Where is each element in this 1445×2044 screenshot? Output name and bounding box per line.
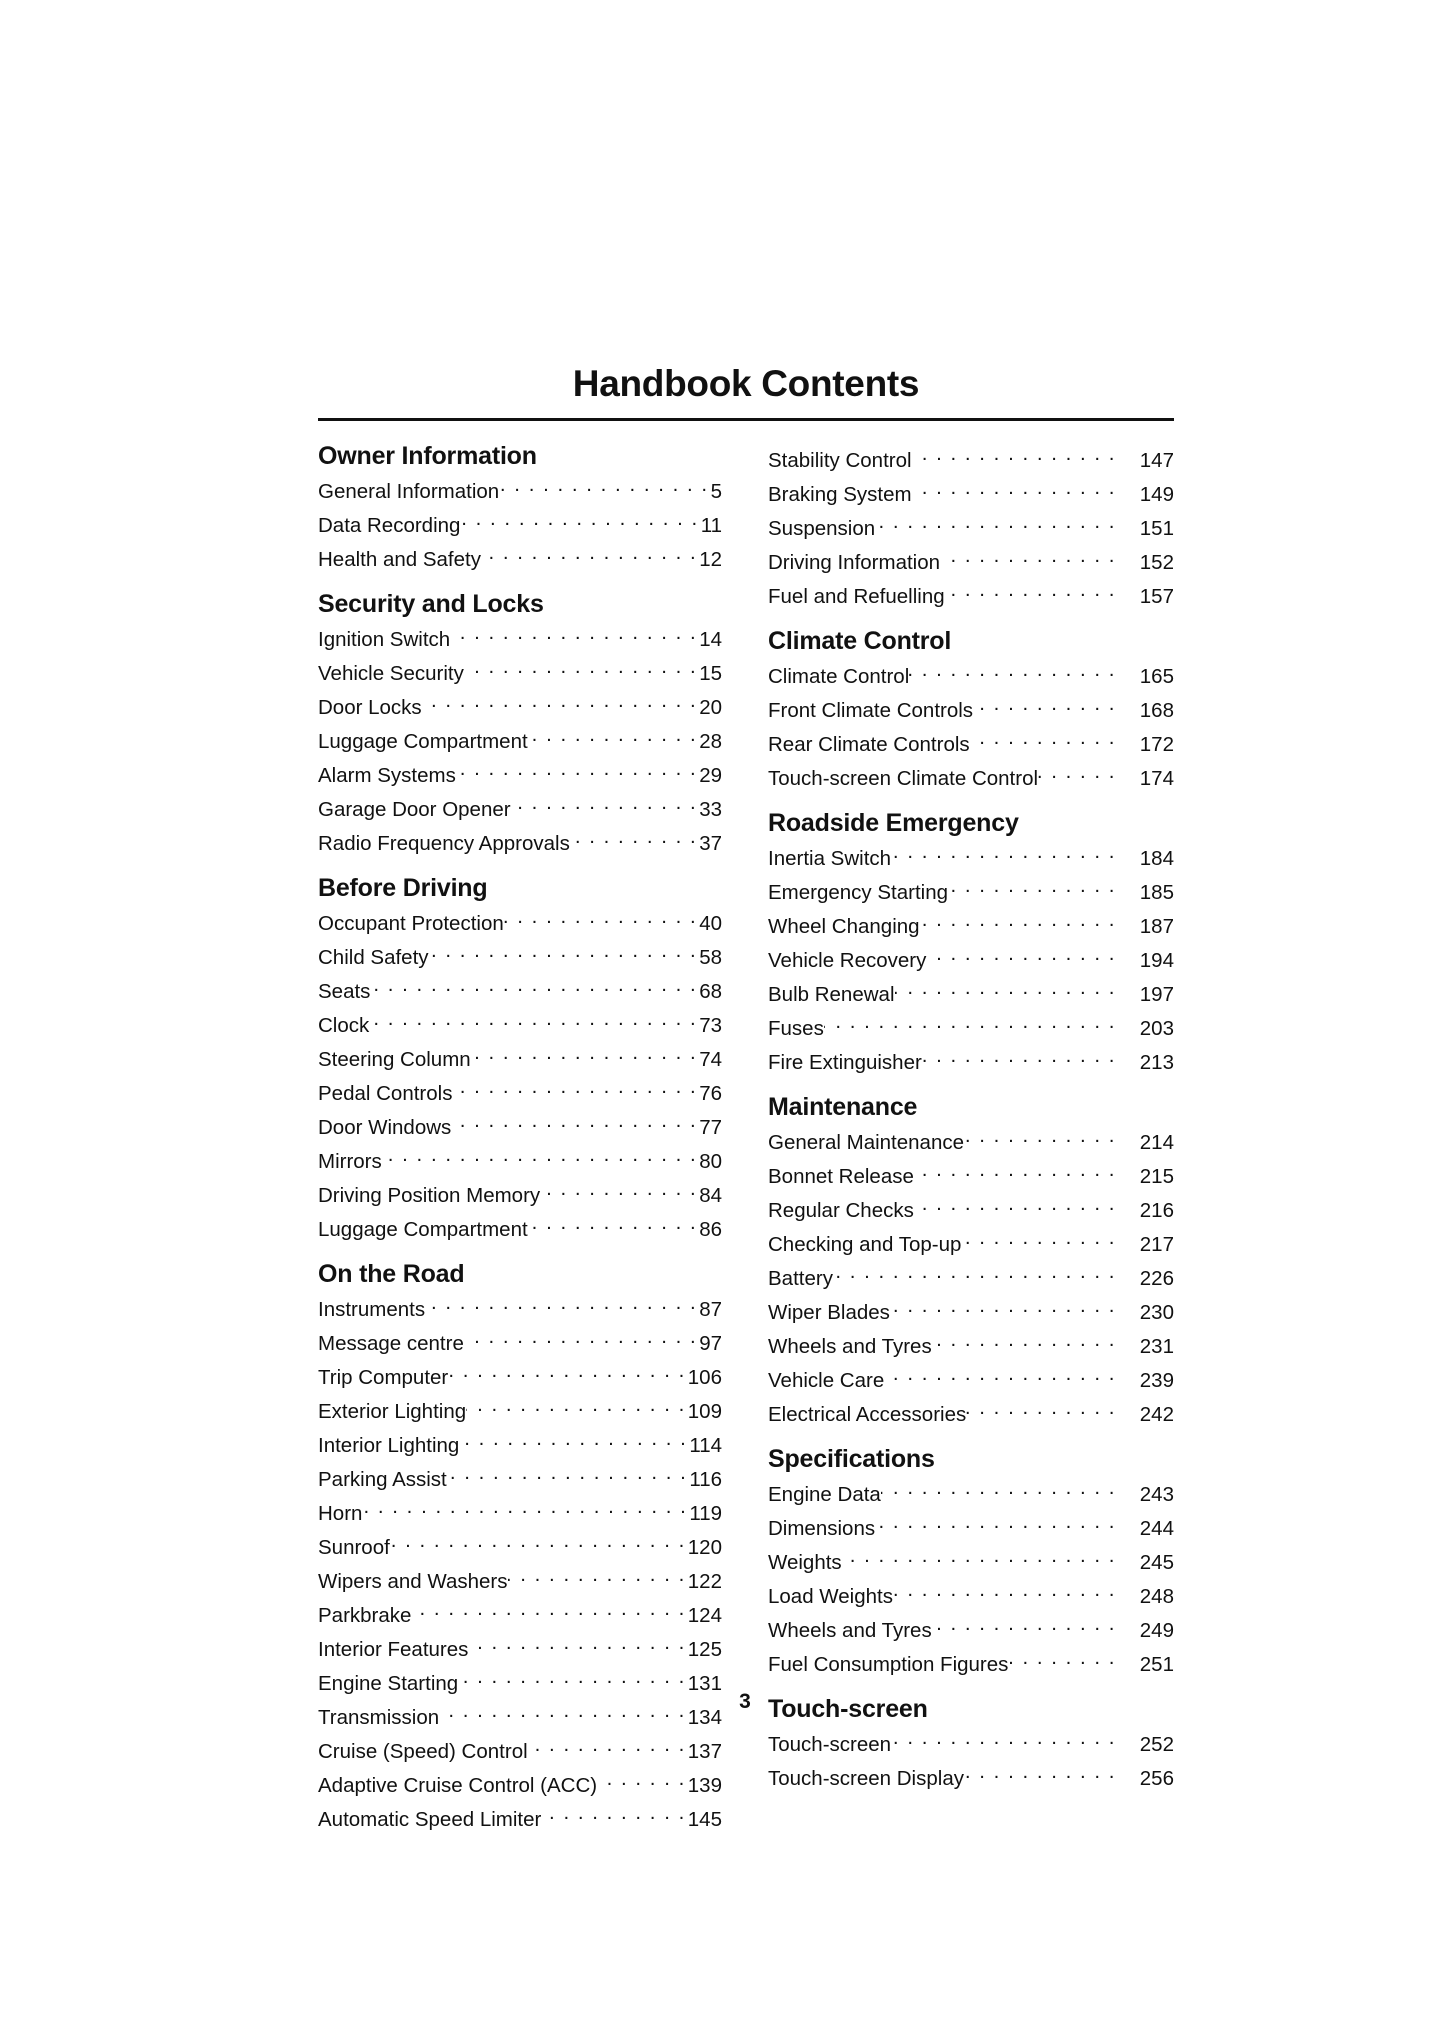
dot-leader [369, 1005, 697, 1032]
toc-entry-page: 213 [1139, 1051, 1174, 1074]
toc-entry-page: 14 [699, 628, 722, 651]
toc-entry-page: 125 [687, 1638, 722, 1661]
toc-entry-page: 157 [1139, 585, 1174, 608]
dot-leader [891, 1724, 1116, 1751]
dot-leader [914, 1156, 1116, 1183]
toc-entry-label: Bulb Renewal [768, 983, 895, 1006]
toc-entry-label: Wiper Blades [768, 1301, 890, 1324]
toc-entry-page: 20 [699, 696, 722, 719]
dot-leader [460, 505, 698, 532]
toc-entry-page: 33 [699, 798, 722, 821]
toc-entry-page: 119 [689, 1502, 722, 1525]
toc-entry-page: 134 [687, 1706, 722, 1729]
toc-entry[interactable] [318, 1459, 722, 1493]
dot-leader [961, 1224, 1116, 1251]
dot-leader [466, 1391, 686, 1418]
toc-entry-page: 109 [687, 1400, 722, 1423]
toc-entry-page: 216 [1139, 1199, 1174, 1222]
toc-entry-page: 87 [699, 1298, 722, 1321]
toc-entry-page: 239 [1139, 1369, 1174, 1392]
toc-entry-label: Checking and Top-up [768, 1233, 962, 1256]
toc-entry[interactable] [318, 653, 722, 687]
toc-entry-label: Vehicle Recovery [768, 949, 927, 972]
toc-entry[interactable] [768, 1542, 1174, 1576]
toc-entry-page: 251 [1139, 1653, 1174, 1676]
toc-entry-page: 76 [699, 1082, 722, 1105]
toc-entry-page: 116 [689, 1468, 722, 1491]
toc-entry[interactable] [768, 656, 1174, 690]
toc-entry[interactable] [318, 539, 722, 573]
toc-entry-label: Transmission [318, 1706, 440, 1729]
toc-entry-page: 84 [699, 1184, 722, 1207]
toc-entry[interactable] [318, 1141, 722, 1175]
toc-entry-label: Bonnet Release [768, 1165, 914, 1188]
dot-leader [448, 1357, 686, 1384]
toc-entry[interactable] [318, 471, 722, 505]
toc-entry[interactable] [768, 1758, 1174, 1792]
toc-entry-label: Electrical Accessories [768, 1403, 967, 1426]
toc-entry-page: 68 [699, 980, 722, 1003]
dot-leader [471, 1039, 697, 1066]
toc-entry-label: Fuel Consumption Figures [768, 1653, 1009, 1676]
dot-leader [425, 1289, 697, 1316]
dot-leader [920, 906, 1116, 933]
dot-leader [881, 1474, 1116, 1501]
toc-entry[interactable] [768, 1508, 1174, 1542]
toc-entry[interactable] [318, 937, 722, 971]
dot-leader [932, 1326, 1116, 1353]
dot-leader [508, 1561, 686, 1588]
dot-leader [964, 1122, 1116, 1149]
toc-entry-label: Fire Extinguisher [768, 1051, 922, 1074]
dot-leader [370, 971, 697, 998]
dot-leader [450, 619, 697, 646]
toc-entry-label: Interior Lighting [318, 1434, 460, 1457]
toc-entry-page: 244 [1139, 1517, 1174, 1540]
dot-leader [1008, 1644, 1116, 1671]
toc-entry[interactable] [768, 1292, 1174, 1326]
toc-entry-page: 245 [1139, 1551, 1174, 1574]
toc-entry[interactable] [318, 971, 722, 1005]
toc-entry-page: 243 [1139, 1483, 1174, 1506]
toc-entry-page: 73 [699, 1014, 722, 1037]
toc-entry[interactable] [318, 1425, 722, 1459]
toc-entry-label: Load Weights [768, 1585, 893, 1608]
toc-entry-label: Exterior Lighting [318, 1400, 467, 1423]
toc-entry-label: Steering Column [318, 1048, 471, 1071]
section-heading: Touch-screen [768, 1695, 928, 1723]
toc-entry[interactable] [768, 1724, 1174, 1758]
toc-entry-page: 106 [687, 1366, 722, 1389]
dot-leader [912, 474, 1116, 501]
contents-column-left [318, 441, 722, 1849]
toc-entry-label: Wipers and Washers [318, 1570, 508, 1593]
toc-entry-page: 172 [1139, 733, 1174, 756]
toc-entry-page: 139 [687, 1774, 722, 1797]
toc-entry[interactable] [768, 1042, 1174, 1076]
toc-entry-page: 215 [1139, 1165, 1174, 1188]
toc-entry[interactable] [318, 1391, 722, 1425]
dot-leader [499, 471, 708, 498]
dot-leader [966, 1394, 1116, 1421]
toc-entry-label: Pedal Controls [318, 1082, 453, 1105]
dot-leader [459, 1425, 687, 1452]
toc-entry[interactable] [768, 508, 1174, 542]
dot-leader [890, 1292, 1116, 1319]
dot-leader [970, 724, 1116, 751]
dot-leader [390, 1527, 686, 1554]
dot-leader [447, 1459, 688, 1486]
toc-entry-label: Parking Assist [318, 1468, 447, 1491]
toc-entry[interactable] [768, 1122, 1174, 1156]
toc-entry-page: 58 [699, 946, 722, 969]
toc-entry-page: 184 [1139, 847, 1174, 870]
contents-section [768, 440, 1174, 610]
toc-entry-page: 12 [699, 548, 722, 571]
toc-entry[interactable] [318, 1357, 722, 1391]
dot-leader [842, 1542, 1116, 1569]
toc-entry-label: Inertia Switch [768, 847, 892, 870]
toc-entry-label: Garage Door Opener [318, 798, 511, 821]
toc-entry[interactable] [318, 1799, 722, 1833]
toc-entry-page: 74 [699, 1048, 722, 1071]
toc-entry-page: 122 [687, 1570, 722, 1593]
toc-entry-page: 114 [689, 1434, 722, 1457]
contents-section [768, 1444, 1174, 1678]
toc-entry-page: 5 [710, 480, 722, 503]
toc-entry-label: Horn [318, 1502, 363, 1525]
toc-entry[interactable] [318, 687, 722, 721]
toc-entry-label: Message centre [318, 1332, 464, 1355]
dot-leader [541, 1799, 685, 1826]
toc-entry-label: Touch-screen [768, 1733, 892, 1756]
toc-entry-label: Engine Data [768, 1483, 881, 1506]
dot-leader [940, 542, 1116, 569]
toc-entry[interactable] [768, 1156, 1174, 1190]
dot-leader [382, 1141, 697, 1168]
dot-leader [891, 838, 1116, 865]
toc-entry[interactable] [318, 1073, 722, 1107]
toc-entry-label: Front Climate Controls [768, 699, 974, 722]
toc-entry-page: 256 [1139, 1767, 1174, 1790]
toc-entry-page: 152 [1139, 551, 1174, 574]
dot-leader [875, 508, 1116, 535]
dot-leader [895, 974, 1117, 1001]
toc-entry[interactable] [768, 1394, 1174, 1428]
toc-entry[interactable] [318, 1289, 722, 1323]
toc-entry[interactable] [318, 1561, 722, 1595]
toc-entry-page: 40 [699, 912, 722, 935]
contents-section [768, 626, 1174, 792]
toc-entry[interactable] [768, 940, 1174, 974]
toc-entry-page: 217 [1139, 1233, 1174, 1256]
toc-entry[interactable] [768, 1224, 1174, 1258]
toc-entry-label: Wheels and Tyres [768, 1619, 932, 1642]
toc-entry-page: 230 [1139, 1301, 1174, 1324]
toc-entry-page: 124 [687, 1604, 722, 1627]
toc-entry-label: Vehicle Security [318, 662, 464, 685]
toc-entry-page: 77 [699, 1116, 722, 1139]
contents-section [318, 1259, 722, 1833]
section-heading: Roadside Emergency [768, 809, 1019, 837]
toc-entry-page: 151 [1139, 517, 1174, 540]
toc-entry[interactable] [768, 542, 1174, 576]
dot-leader [824, 1008, 1116, 1035]
contents-section [768, 1092, 1174, 1428]
contents-section [318, 441, 722, 573]
toc-entry-label: Stability Control [768, 449, 912, 472]
toc-entry[interactable] [768, 906, 1174, 940]
toc-entry-label: Dimensions [768, 1517, 876, 1540]
dot-leader [464, 653, 697, 680]
dot-leader [458, 1663, 686, 1690]
dot-leader [922, 1042, 1116, 1069]
toc-entry[interactable] [768, 838, 1174, 872]
toc-entry-page: 214 [1139, 1131, 1174, 1154]
toc-entry-label: Battery [768, 1267, 833, 1290]
toc-entry-label: Touch-screen Climate Control [768, 767, 1039, 790]
toc-entry[interactable] [768, 1190, 1174, 1224]
toc-entry-label: Wheels and Tyres [768, 1335, 932, 1358]
title-divider [318, 418, 1174, 421]
dot-leader [833, 1258, 1116, 1285]
toc-entry-page: 185 [1139, 881, 1174, 904]
toc-entry-page: 11 [700, 514, 722, 537]
toc-entry[interactable] [768, 440, 1174, 474]
toc-entry-label: Driving Information [768, 551, 941, 574]
toc-entry-page: 249 [1139, 1619, 1174, 1642]
section-heading: Maintenance [768, 1093, 918, 1121]
toc-entry-label: Weights [768, 1551, 842, 1574]
toc-entry[interactable] [318, 505, 722, 539]
contents-section [318, 873, 722, 1243]
toc-entry-page: 29 [699, 764, 722, 787]
toc-entry-page: 15 [699, 662, 722, 685]
toc-entry-page: 97 [699, 1332, 722, 1355]
toc-entry-page: 242 [1139, 1403, 1174, 1426]
toc-entry[interactable] [768, 576, 1174, 610]
dot-leader [468, 1629, 685, 1656]
toc-entry-label: Rear Climate Controls [768, 733, 970, 756]
toc-entry-label: Clock [318, 1014, 370, 1037]
toc-entry[interactable] [318, 1005, 722, 1039]
contents-section [318, 589, 722, 857]
toc-entry-page: 137 [687, 1740, 722, 1763]
toc-entry-label: Door Windows [318, 1116, 452, 1139]
toc-entry[interactable] [768, 974, 1174, 1008]
toc-entry-page: 231 [1139, 1335, 1174, 1358]
contents-column-right [768, 440, 1174, 1808]
toc-entry[interactable] [768, 1326, 1174, 1360]
toc-entry[interactable] [768, 1474, 1174, 1508]
dot-leader [464, 1323, 697, 1350]
toc-entry[interactable] [318, 1323, 722, 1357]
toc-entry-label: Instruments [318, 1298, 426, 1321]
toc-entry-page: 252 [1139, 1733, 1174, 1756]
dot-leader [932, 1610, 1116, 1637]
toc-entry[interactable] [768, 1008, 1174, 1042]
toc-entry-label: Wheel Changing [768, 915, 920, 938]
toc-entry-label: Health and Safety [318, 548, 481, 571]
toc-entry-page: 37 [699, 832, 722, 855]
toc-entry-label: Driving Position Memory [318, 1184, 541, 1207]
dot-leader [914, 1190, 1116, 1217]
dot-leader [511, 789, 698, 816]
dot-leader [504, 903, 697, 930]
toc-entry-label: Suspension [768, 517, 876, 540]
toc-entry-label: General Maintenance [768, 1131, 965, 1154]
dot-leader [528, 1209, 698, 1236]
toc-entry[interactable] [318, 1209, 722, 1243]
dot-leader [1038, 758, 1116, 785]
dot-leader [909, 656, 1116, 683]
dot-leader [540, 1175, 697, 1202]
toc-entry-label: General Information [318, 480, 500, 503]
toc-entry-label: Occupant Protection [318, 912, 504, 935]
toc-entry[interactable] [768, 1360, 1174, 1394]
section-heading: On the Road [318, 1260, 465, 1288]
toc-entry-label: Alarm Systems [318, 764, 456, 787]
dot-leader [362, 1493, 687, 1520]
dot-leader [481, 539, 697, 566]
toc-entry[interactable] [768, 1576, 1174, 1610]
toc-entry[interactable] [318, 1527, 722, 1561]
toc-entry-label: Parkbrake [318, 1604, 412, 1627]
dot-leader [884, 1360, 1116, 1387]
dot-leader [893, 1576, 1116, 1603]
dot-leader [912, 440, 1116, 467]
toc-entry[interactable] [318, 789, 722, 823]
toc-entry-label: Mirrors [318, 1150, 382, 1173]
toc-entry-label: Luggage Compartment [318, 730, 528, 753]
dot-leader [597, 1765, 686, 1792]
dot-leader [528, 721, 698, 748]
toc-entry[interactable] [318, 1493, 722, 1527]
toc-entry-label: Data Recording [318, 514, 461, 537]
toc-entry-label: Radio Frequency Approvals [318, 832, 570, 855]
toc-entry[interactable] [318, 1039, 722, 1073]
toc-entry-label: Luggage Compartment [318, 1218, 528, 1241]
toc-entry-label: Fuel and Refuelling [768, 585, 945, 608]
toc-entry-page: 248 [1139, 1585, 1174, 1608]
toc-entry-page: 131 [687, 1672, 722, 1695]
toc-entry-page: 203 [1139, 1017, 1174, 1040]
section-heading: Before Driving [318, 874, 488, 902]
toc-entry[interactable] [768, 758, 1174, 792]
dot-leader [945, 576, 1116, 603]
toc-entry-label: Regular Checks [768, 1199, 914, 1222]
toc-entry-page: 120 [687, 1536, 722, 1559]
section-heading: Climate Control [768, 627, 952, 655]
dot-leader [973, 690, 1116, 717]
toc-entry[interactable] [318, 755, 722, 789]
toc-entry-label: Seats [318, 980, 371, 1003]
toc-entry[interactable] [318, 1629, 722, 1663]
page-number: 3 [739, 1690, 751, 1713]
toc-entry-label: Child Safety [318, 946, 429, 969]
toc-entry-page: 187 [1139, 915, 1174, 938]
toc-entry-label: Interior Features [318, 1638, 469, 1661]
toc-entry-label: Engine Starting [318, 1672, 459, 1695]
toc-entry-page: 165 [1139, 665, 1174, 688]
toc-entry[interactable] [768, 872, 1174, 906]
toc-entry[interactable] [318, 1595, 722, 1629]
toc-entry-label: Vehicle Care [768, 1369, 885, 1392]
toc-entry[interactable] [768, 1610, 1174, 1644]
toc-entry-page: 174 [1139, 767, 1174, 790]
toc-entry[interactable] [318, 721, 722, 755]
toc-entry-label: Ignition Switch [318, 628, 451, 651]
toc-entry[interactable] [768, 690, 1174, 724]
toc-entry[interactable] [318, 619, 722, 653]
toc-entry-label: Touch-screen Display [768, 1767, 964, 1790]
toc-entry-page: 147 [1139, 449, 1174, 472]
toc-entry-page: 197 [1139, 983, 1174, 1006]
dot-leader [926, 940, 1116, 967]
toc-entry-page: 145 [687, 1808, 722, 1831]
section-heading: Specifications [768, 1445, 935, 1473]
toc-entry-page: 80 [699, 1150, 722, 1173]
toc-entry[interactable] [318, 1107, 722, 1141]
toc-entry-label: Braking System [768, 483, 912, 506]
dot-leader [429, 937, 698, 964]
toc-entry-page: 168 [1139, 699, 1174, 722]
toc-entry[interactable] [768, 1644, 1174, 1678]
toc-entry[interactable] [318, 1175, 722, 1209]
toc-entry-label: Adaptive Cruise Control (ACC) [318, 1774, 598, 1797]
toc-entry[interactable] [768, 1258, 1174, 1292]
dot-leader [528, 1731, 686, 1758]
dot-leader [570, 823, 697, 850]
toc-entry-label: Climate Control [768, 665, 910, 688]
toc-entry[interactable] [318, 1765, 722, 1799]
contents-section [768, 808, 1174, 1076]
toc-entry-page: 149 [1139, 483, 1174, 506]
toc-entry-label: Fuses [768, 1017, 824, 1040]
dot-leader [452, 1073, 697, 1100]
toc-entry-label: Sunroof [318, 1536, 390, 1559]
toc-entry[interactable] [768, 474, 1174, 508]
toc-entry-label: Trip Computer [318, 1366, 449, 1389]
toc-entry[interactable] [768, 724, 1174, 758]
toc-entry-label: Automatic Speed Limiter [318, 1808, 542, 1831]
dot-leader [422, 687, 698, 714]
toc-entry-page: 194 [1139, 949, 1174, 972]
dot-leader [411, 1595, 685, 1622]
toc-entry-label: Door Locks [318, 696, 422, 719]
toc-entry-label: Cruise (Speed) Control [318, 1740, 528, 1763]
dot-leader [964, 1758, 1116, 1785]
dot-leader [456, 755, 697, 782]
section-heading: Owner Information [318, 442, 537, 470]
toc-entry-page: 226 [1139, 1267, 1174, 1290]
toc-entry-label: Emergency Starting [768, 881, 949, 904]
toc-entry[interactable] [318, 1731, 722, 1765]
dot-leader [875, 1508, 1116, 1535]
toc-entry[interactable] [318, 903, 722, 937]
toc-entry-page: 86 [699, 1218, 722, 1241]
toc-entry[interactable] [318, 823, 722, 857]
page-title: Handbook Contents [572, 363, 920, 404]
dot-leader [948, 872, 1116, 899]
dot-leader [451, 1107, 697, 1134]
section-heading: Security and Locks [318, 590, 544, 618]
toc-entry-page: 28 [699, 730, 722, 753]
